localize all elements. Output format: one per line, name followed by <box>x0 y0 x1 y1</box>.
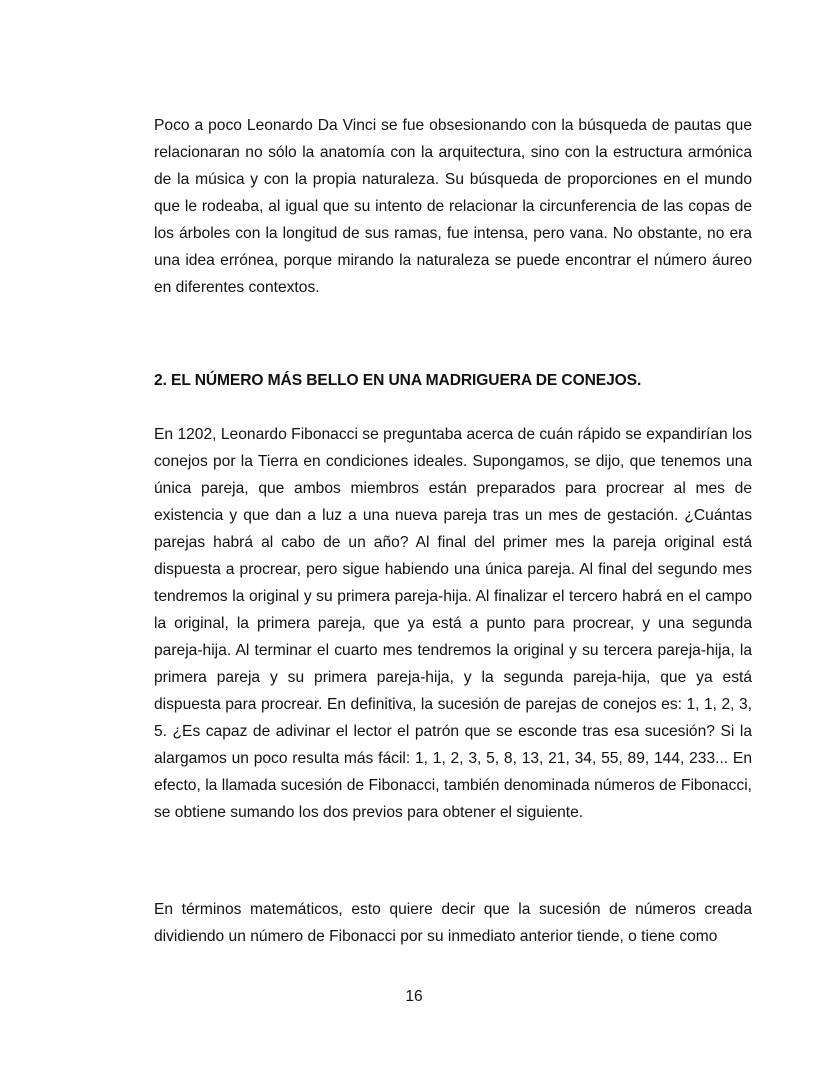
paragraph-mathematical-terms: En términos matemáticos, esto quiere decir que la sucesión de números creada dividiendo un número de Fibonacci por su inmediato anterior tiende, o tiene como <box>154 901 752 945</box>
paragraph-fibonacci-rabbits: En 1202, Leonardo Fibonacci se preguntaba acerca de cuán rápido se expandirían los conejos por la Tierra en condiciones ideales. Supongamos, se dijo, que tenemos una única pareja, que ambos miembros están preparados para procrear al mes de existencia y que dan a luz a una nueva pareja tras un mes de gestación. ¿Cuántas parejas habrá al cabo de un año? Al final del primer mes la pareja original está dispuesta a procrear, pero sigue habiendo una única pareja. Al final del segundo mes tendremos la original y su primera pareja-hija. Al finalizar el tercero habrá en el campo la original, la primera pareja, que ya está a punto para procrear, y una segunda pareja-hija. Al terminar el cuarto mes tendremos la original y su tercera pareja-hija, la primera pareja y su primera pareja-hija, y la segunda pareja-hija, que ya está dispuesta para procrear. En definitiva, la sucesión de parejas de conejos es: 1, 1, 2, 3, 5. ¿Es capaz de adivinar el lector el patrón que se esconde tras esa sucesión? Si la alargamos un poco resulta más fácil: 1, 1, 2, 3, 5, 8, 13, 21, 34, 55, 89, 144, 233... En efecto, la llamada sucesión de Fibonacci, también denominada números de Fibonacci, se obtiene sumando los dos previos para obtener el siguiente. <box>154 426 752 821</box>
page-number: 16 <box>405 988 423 1005</box>
section-heading: 2. EL NÚMERO MÁS BELLO EN UNA MADRIGUERA DE CONEJOS. <box>154 372 642 389</box>
paragraph-da-vinci: Poco a poco Leonardo Da Vinci se fue obsesionando con la búsqueda de pautas que relacionaran no sólo la anatomía con la arquitectura, sino con la estructura armónica de la música y con la propia naturaleza. Su búsqueda de proporciones en el mundo que le rodeaba, al igual que su intento de relacionar la circunferencia de las copas de los árboles con la longitud de sus ramas, fue intensa, pero vana. No obstante, no era una idea errónea, porque mirando la naturaleza se puede encontrar el número áureo en diferentes contextos. <box>154 117 752 296</box>
